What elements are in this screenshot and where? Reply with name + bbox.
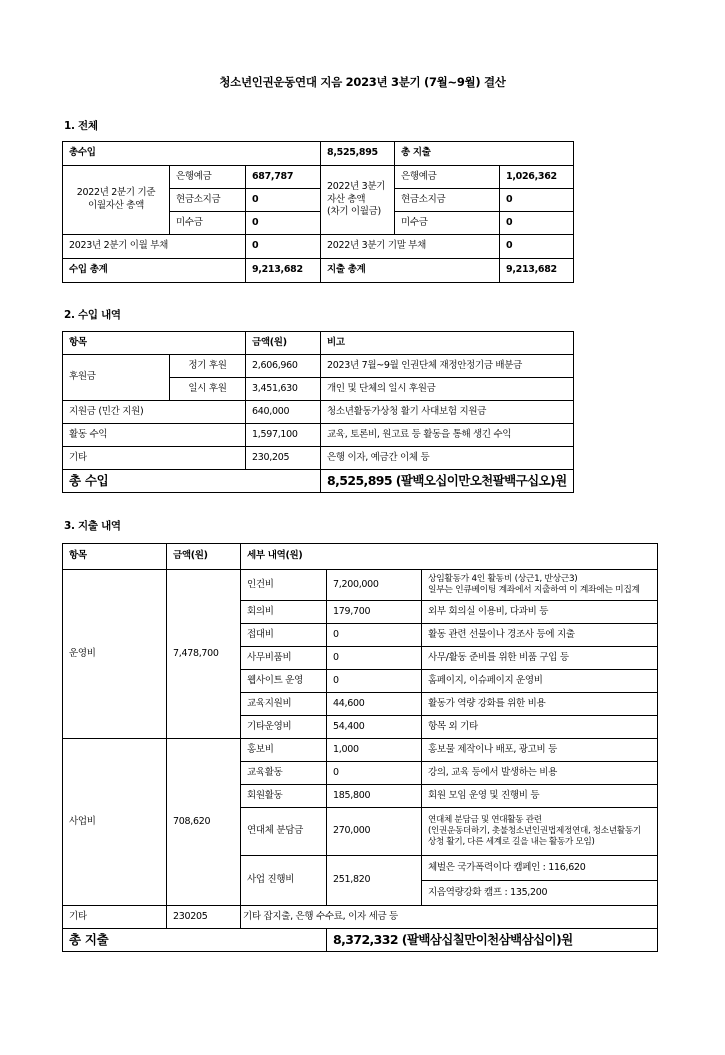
income-row-note: 교육, 토론비, 원고료 등 활동을 통해 생긴 수익	[321, 424, 574, 447]
expense-amount: 0	[327, 647, 422, 670]
section1-heading: 1. 전체	[64, 120, 98, 132]
income-sum-label: 수입 총계	[63, 259, 246, 283]
operating-amount: 7,478,700	[167, 570, 241, 739]
other-amount: 230205	[167, 906, 241, 929]
end-debt-value: 0	[500, 235, 574, 259]
income-table	[62, 331, 574, 493]
expense-total-label: 총 지출	[395, 142, 574, 166]
expense-amount: 54,400	[327, 716, 422, 739]
income-header-note: 비고	[321, 332, 574, 355]
income-total-label: 총 수입	[63, 470, 321, 493]
expense-note: 체벌은 국가폭력이다 캠페인 : 116,620	[422, 856, 658, 881]
document-title: 청소년인권운동연대 지음 2023년 3분기 (7월~9월) 결산	[219, 75, 506, 89]
prev-bank-label: 은행예금	[170, 166, 246, 189]
expense-table	[62, 543, 658, 952]
expense-note: 회원 모임 운영 및 진행비 등	[422, 785, 658, 808]
next-cash-label: 현금소지금	[395, 189, 500, 212]
prev-debt-label: 2023년 2분기 이월 부채	[63, 235, 246, 259]
income-row-note: 청소년활동가상청 활기 사대보험 지원금	[321, 401, 574, 424]
next-cash-value: 0	[500, 189, 574, 212]
expense-item: 회의비	[241, 601, 327, 624]
expense-note: 활동가 역량 강화를 위한 비용	[422, 693, 658, 716]
prev-cash-label: 현금소지금	[170, 189, 246, 212]
donation-label: 후원금	[63, 355, 170, 401]
expense-sum-value: 9,213,682	[500, 259, 574, 283]
donation-note: 개인 및 단체의 일시 후원금	[321, 378, 574, 401]
next-receivable-label: 미수금	[395, 212, 500, 235]
expense-amount: 7,200,000	[327, 570, 422, 601]
expense-amount: 179,700	[327, 601, 422, 624]
expense-item: 접대비	[241, 624, 327, 647]
expense-note: 연대체 분담금 및 연대활동 관련 (인권운동더하기, 촛불청소년인권법제정연대, 청소년활동기 상청 활기, 다른 세계로 길을 내는 활동가 모임)	[422, 808, 658, 856]
income-row-item: 기타	[63, 447, 246, 470]
expense-sum-label: 지출 총계	[321, 259, 500, 283]
expense-item: 교육지원비	[241, 693, 327, 716]
next-bank-value: 1,026,362	[500, 166, 574, 189]
income-total-value: 8,525,895 (팔백오십이만오천팔백구십오)원	[321, 470, 574, 493]
expense-note: 홍보물 제작이나 배포, 광고비 등	[422, 739, 658, 762]
income-total-value: 8,525,895	[321, 142, 395, 166]
prev-bank-value: 687,787	[246, 166, 321, 189]
income-header-item: 항목	[63, 332, 246, 355]
expense-item: 인건비	[241, 570, 327, 601]
expense-amount: 0	[327, 762, 422, 785]
prev-receivable-label: 미수금	[170, 212, 246, 235]
expense-note: 활동 관련 선물이나 경조사 등에 지출	[422, 624, 658, 647]
expense-item: 사무비품비	[241, 647, 327, 670]
next-assets-label: 2022년 3분기 자산 총액 (차기 이월금)	[321, 166, 395, 235]
expense-item: 웹사이트 운영	[241, 670, 327, 693]
expense-item: 기타운영비	[241, 716, 327, 739]
donation-note: 2023년 7월~9월 인권단체 재정안정기금 배분금	[321, 355, 574, 378]
expense-amount: 185,800	[327, 785, 422, 808]
expense-note: 지음역량강화 캠프 : 135,200	[422, 881, 658, 906]
expense-item: 회원활동	[241, 785, 327, 808]
expense-amount: 251,820	[327, 856, 422, 906]
expense-header-detail: 세부 내역(원)	[241, 544, 658, 570]
overview-table	[62, 141, 574, 283]
expense-amount: 44,600	[327, 693, 422, 716]
expense-note: 항목 외 기타	[422, 716, 658, 739]
expense-amount: 0	[327, 624, 422, 647]
income-row-amount: 230,205	[246, 447, 321, 470]
expense-note: 외부 회의실 이용비, 다과비 등	[422, 601, 658, 624]
expense-item: 교육활동	[241, 762, 327, 785]
donation-amount: 2,606,960	[246, 355, 321, 378]
project-amount: 708,620	[167, 739, 241, 906]
expense-amount: 1,000	[327, 739, 422, 762]
income-row-amount: 640,000	[246, 401, 321, 424]
donation-sub: 일시 후원	[170, 378, 246, 401]
expense-note: 홈페이지, 이슈페이지 운영비	[422, 670, 658, 693]
income-row-item: 활동 수익	[63, 424, 246, 447]
end-debt-label: 2022년 3분기 기말 부채	[321, 235, 500, 259]
next-bank-label: 은행예금	[395, 166, 500, 189]
income-total-label: 총수입	[63, 142, 321, 166]
prev-debt-value: 0	[246, 235, 321, 259]
prev-cash-value: 0	[246, 189, 321, 212]
expense-item: 연대체 분담금	[241, 808, 327, 856]
section2-heading: 2. 수입 내역	[64, 309, 121, 321]
expense-amount: 0	[327, 670, 422, 693]
expense-total-label: 총 지출	[63, 929, 327, 952]
next-receivable-value: 0	[500, 212, 574, 235]
expense-note: 사무/활동 준비를 위한 비품 구입 등	[422, 647, 658, 670]
income-sum-value: 9,213,682	[246, 259, 321, 283]
operating-label: 운영비	[63, 570, 167, 739]
other-note: 기타 잡지출, 은행 수수료, 이자 세금 등	[241, 906, 658, 929]
prev-receivable-value: 0	[246, 212, 321, 235]
expense-note: 강의, 교육 등에서 발생하는 비용	[422, 762, 658, 785]
expense-total-value: 8,372,332 (팔백삼십칠만이천삼백삼십이)원	[327, 929, 658, 952]
income-row-note: 은행 이자, 예금간 이체 등	[321, 447, 574, 470]
section3-heading: 3. 지출 내역	[64, 520, 121, 532]
expense-header-amount: 금액(원)	[167, 544, 241, 570]
prev-assets-label: 2022년 2분기 기준 이월자산 총액	[63, 166, 170, 235]
other-label: 기타	[63, 906, 167, 929]
expense-item: 사업 진행비	[241, 856, 327, 906]
donation-sub: 정기 후원	[170, 355, 246, 378]
expense-item: 홍보비	[241, 739, 327, 762]
income-row-item: 지원금 (민간 지원)	[63, 401, 246, 424]
income-row-amount: 1,597,100	[246, 424, 321, 447]
project-label: 사업비	[63, 739, 167, 906]
expense-header-item: 항목	[63, 544, 167, 570]
expense-amount: 270,000	[327, 808, 422, 856]
expense-note: 상임활동가 4인 활동비 (상근1, 반상근3) 일부는 인큐베이팅 계좌에서 지출하여 이 계좌에는 미집계	[422, 570, 658, 601]
income-header-amount: 금액(원)	[246, 332, 321, 355]
donation-amount: 3,451,630	[246, 378, 321, 401]
